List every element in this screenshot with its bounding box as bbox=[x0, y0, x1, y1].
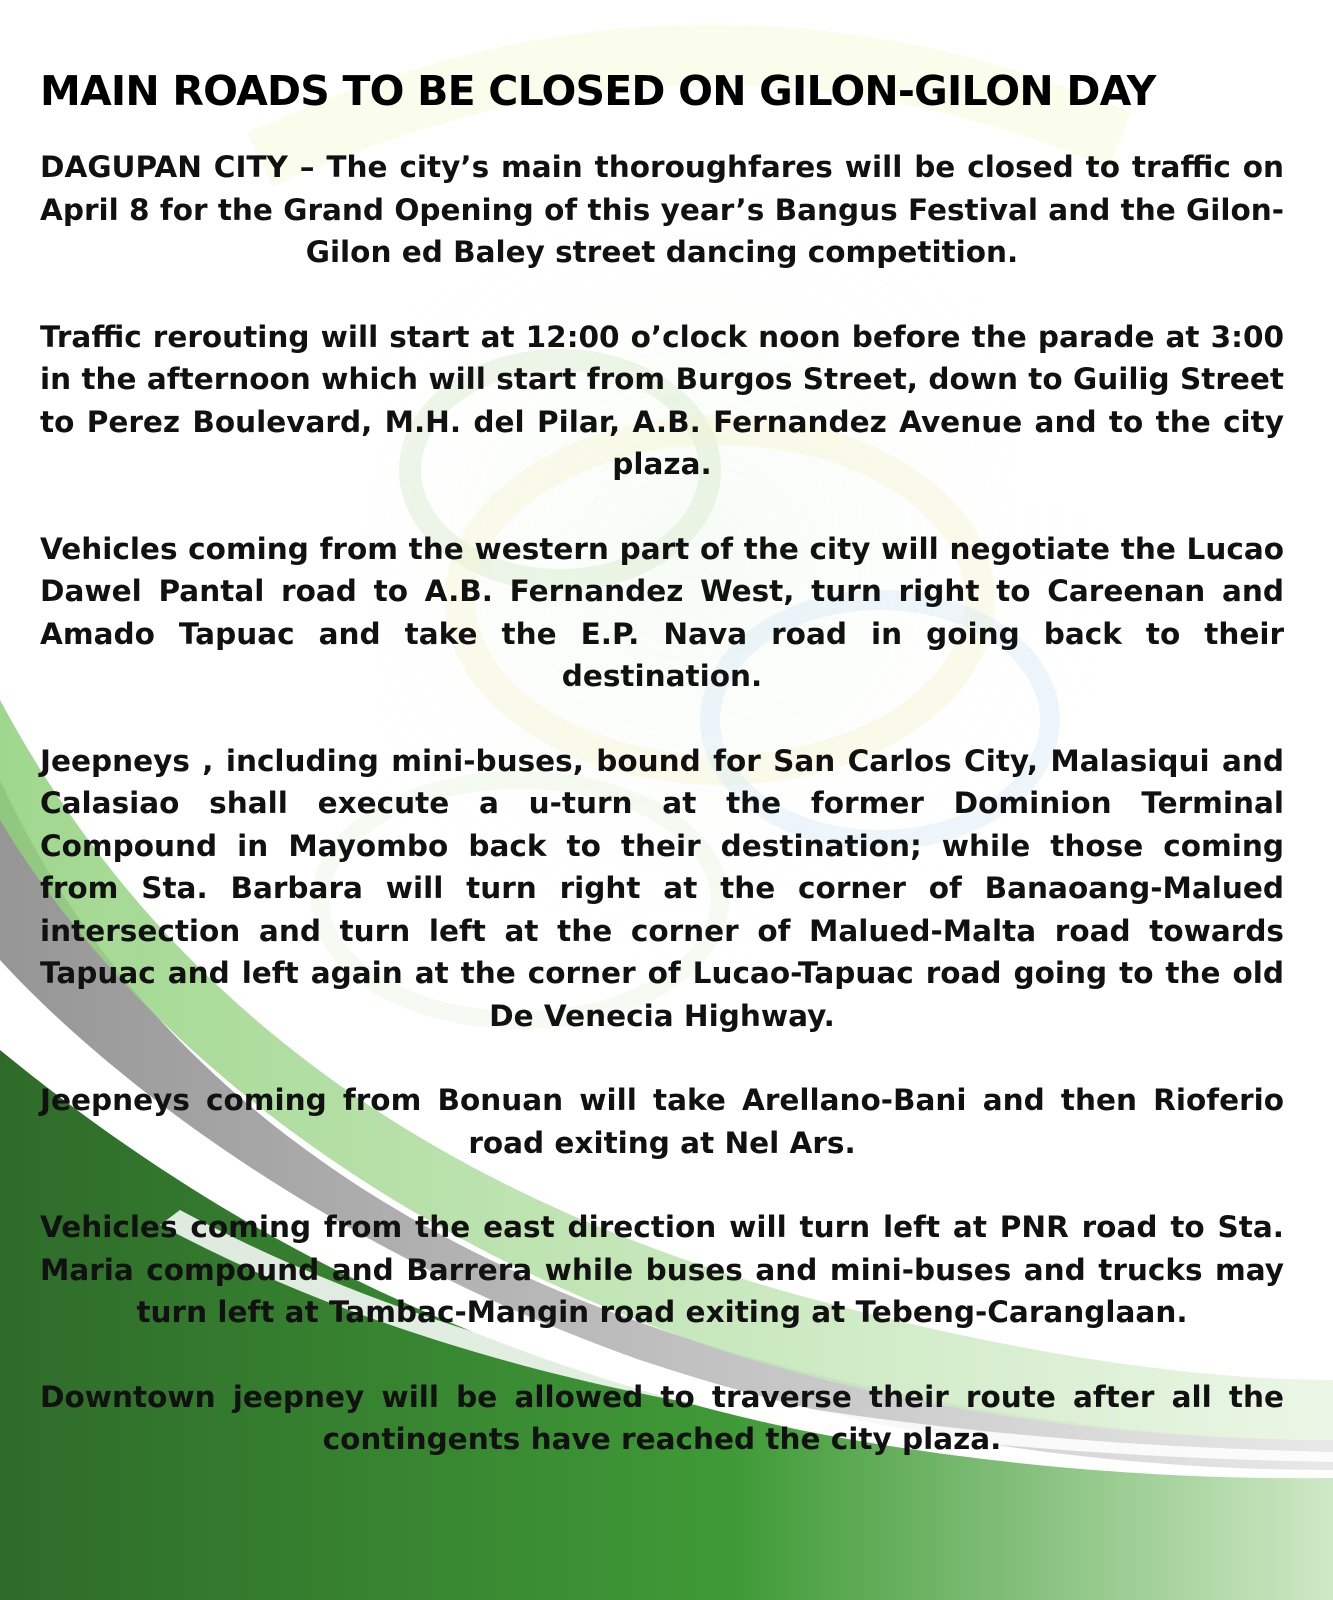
paragraph-downtown-jeepney: Downtown jeepney will be allowed to traverse their route after all the contingents have reached the city plaza. bbox=[40, 1379, 1284, 1456]
paragraph-intro: DAGUPAN CITY – The city’s main thoroughfares will be closed to traffic on April 8 for the Grand Opening of this year’s Bangus Festival and the Gilon-Gilon ed Baley street dancing competition. bbox=[40, 150, 1284, 269]
paragraph-rerouting: Traffic rerouting will start at 12:00 o’clock noon before the parade at 3:00 in the afternoon which will start from Burgos Street, down to Guilig Street to Perez Boulevard, M.H. del Pilar, A.B. Fernandez Avenue and to the city plaza. bbox=[40, 319, 1284, 481]
announcement-title: MAIN ROADS TO BE CLOSED ON GILON-GILON DAY bbox=[40, 67, 1156, 115]
paragraph-east-vehicles: Vehicles coming from the east direction will turn left at PNR road to Sta. Maria compound and Barrera while buses and mini-buses and trucks may turn left at Tambac-Mangin road exiting at Tebeng-Caranglaan. bbox=[40, 1210, 1284, 1329]
paragraph-jeepneys-minibuses: Jeepneys , including mini-buses, bound for San Carlos City, Malasiqui and Calasiao shall execute a u-turn at the former Dominion Terminal Compound in Mayombo back to their destination; while those coming from Sta. Barbara will turn right at the corner of Banaoang-Malued intersection and turn left at the corner of Malued-Malta road towards Tapuac and left again at the corner of Lucao-Tapuac road going to the old De Venecia Highway. bbox=[40, 743, 1284, 1033]
announcement bbox=[40, 62, 1284, 1503]
paragraph-western-vehicles: Vehicles coming from the western part of the city will negotiate the Lucao Dawel Pantal road to A.B. Fernandez West, turn right to Careenan and Amado Tapuac and take the E.P. Nava road in going back to their destination. bbox=[40, 531, 1284, 693]
paragraph-bonuan-jeepneys: Jeepneys coming from Bonuan will take Arellano-Bani and then Rioferio road exiting at Nel Ars. bbox=[40, 1083, 1284, 1160]
